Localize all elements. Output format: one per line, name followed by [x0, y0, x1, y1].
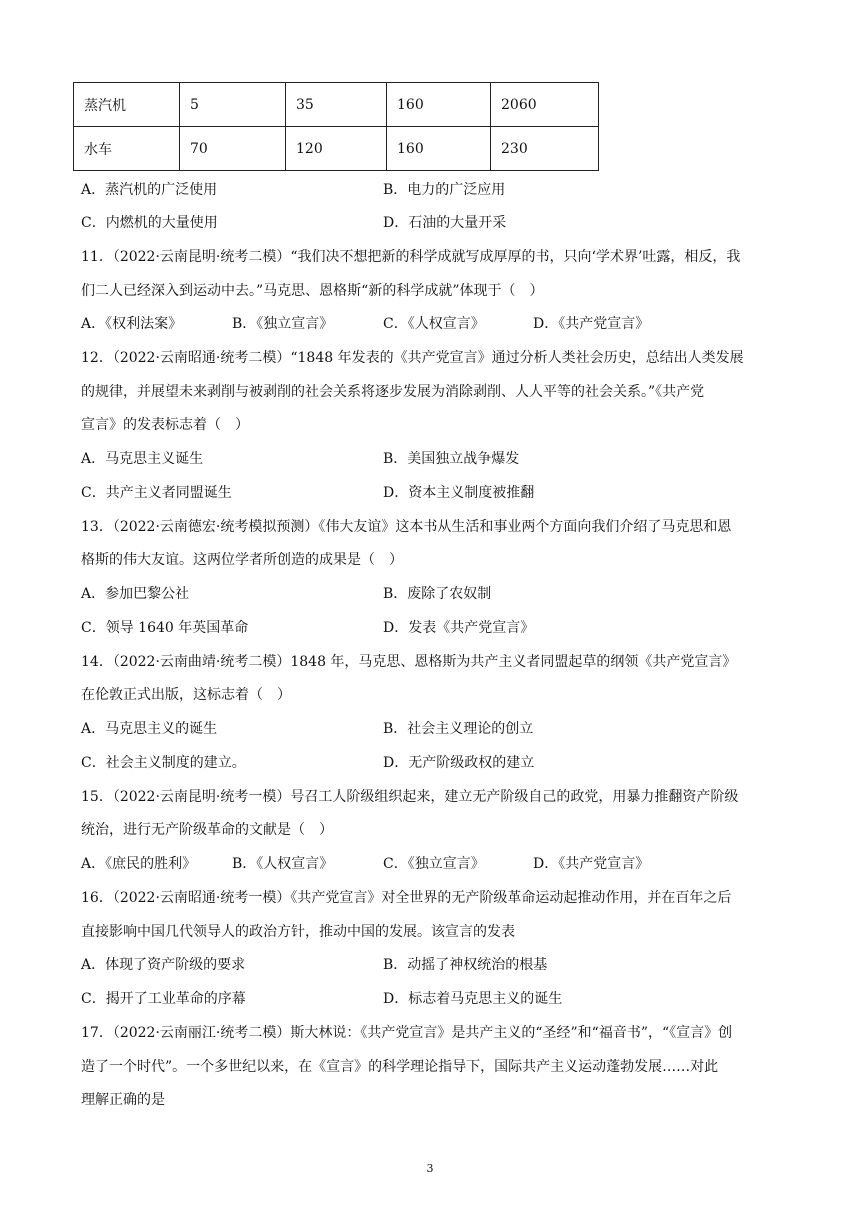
- table-row: [74, 127, 599, 171]
- table-cell: 35: [286, 83, 387, 127]
- question-16-line-2: 直接影响中国几代领导人的政治方针，推动中国的发展。该宣言的发表: [81, 924, 515, 940]
- question-11-line-2: 们二人已经深入到运动中去。”马克思、恩格斯“新的科学成就”体现于（ ）: [81, 283, 544, 299]
- option-b: B．美国独立战争爆发: [383, 451, 520, 467]
- option-b: B．《独立宣言》: [232, 316, 334, 332]
- question-11-line-1: 11．（2022·云南昆明·统考二模）“我们决不想把新的科学成就写成厚厚的书，只向‘学术界’吐露，相反，我: [81, 249, 741, 265]
- question-12-line-1: 12．（2022·云南昭通·统考二模）“1848 年发表的《共产党宣言》通过分析人类社会历史，总结出人类发展: [81, 350, 744, 366]
- question-15-line-2: 统治，进行无产阶级革命的文献是（ ）: [81, 822, 333, 838]
- question-17-line-3: 理解正确的是: [81, 1092, 165, 1108]
- option-c: C．领导 1640 年英国革命: [81, 620, 249, 636]
- question-13-line-1: 13．（2022·云南德宏·统考模拟预测）《伟大友谊》这本书从生活和事业两个方面向我们介绍了马克思和恩: [81, 519, 732, 535]
- table-cell: 230: [491, 127, 599, 171]
- table-cell: 水车: [74, 127, 180, 171]
- table-cell: 160: [387, 83, 491, 127]
- option-a: A．《庶民的胜利》: [81, 856, 197, 872]
- option-d: D．《共产党宣言》: [533, 316, 650, 332]
- option-c: C．内燃机的大量使用: [81, 215, 218, 231]
- data-table: [73, 82, 599, 171]
- table-cell: 120: [286, 127, 387, 171]
- option-d: D．标志着马克思主义的诞生: [383, 991, 563, 1007]
- option-a: A．体现了资产阶级的要求: [81, 957, 246, 973]
- table-cell: 蒸汽机: [74, 83, 180, 127]
- option-d: D．发表《共产党宣言》: [383, 620, 535, 636]
- option-a: A．蒸汽机的广泛使用: [81, 182, 218, 198]
- page-number: 3: [426, 1162, 434, 1175]
- option-c: C．《人权宣言》: [383, 316, 485, 332]
- option-b: B．社会主义理论的创立: [383, 721, 534, 737]
- option-d: D．无产阶级政权的建立: [383, 755, 535, 771]
- question-16-line-1: 16．（2022·云南昭通·统考一模）《共产党宣言》对全世界的无产阶级革命运动起推动作用，并在百年之后: [81, 890, 732, 906]
- option-a: A．马克思主义的诞生: [81, 721, 218, 737]
- option-c: C．社会主义制度的建立。: [81, 755, 246, 771]
- option-c: C．共产主义者同盟诞生: [81, 485, 232, 501]
- option-a: A．参加巴黎公社: [81, 586, 190, 602]
- option-b: B．《人权宣言》: [232, 856, 334, 872]
- table-cell: 5: [180, 83, 286, 127]
- question-17-line-2: 造了一个时代”。一个多世纪以来，在《宣言》的科学理论指导下，国际共产主义运动蓬勃发展……对此: [81, 1059, 719, 1075]
- question-12-line-3: 宣言》的发表标志着（ ）: [81, 417, 249, 433]
- question-15-line-1: 15．（2022·云南昆明·统考一模）号召工人阶级组织起来，建立无产阶级自己的政党，用暴力推翻资产阶级: [81, 789, 739, 805]
- table-cell: 2060: [491, 83, 599, 127]
- question-13-line-2: 格斯的伟大友谊。这两位学者所创造的成果是（ ）: [81, 552, 403, 568]
- option-d: D．《共产党宣言》: [533, 856, 650, 872]
- option-d: D．资本主义制度被推翻: [383, 485, 535, 501]
- option-b: B．动摇了神权统治的根基: [383, 957, 548, 973]
- option-a: A．《权利法案》: [81, 316, 183, 332]
- option-c: C．揭开了工业革命的序幕: [81, 991, 246, 1007]
- option-a: A．马克思主义诞生: [81, 451, 204, 467]
- question-14-line-2: 在伦敦正式出版，这标志着（ ）: [81, 687, 291, 703]
- option-d: D．石油的大量开采: [383, 215, 507, 231]
- question-14-line-1: 14．（2022·云南曲靖·统考二模）1848 年，马克思、恩格斯为共产主义者同盟起草的纲领《共产党宣言》: [81, 654, 737, 670]
- table-cell: 160: [387, 127, 491, 171]
- table-row: [74, 83, 599, 127]
- question-12-line-2: 的规律，并展望未来剥削与被剥削的社会关系将逐步发展为消除剥削、人人平等的社会关系。”《共产党: [81, 384, 705, 400]
- option-c: C．《独立宣言》: [383, 856, 485, 872]
- table-cell: 70: [180, 127, 286, 171]
- question-17-line-1: 17．（2022·云南丽江·统考二模）斯大林说：《共产党宣言》是共产主义的“圣经”和“福音书”，“《宣言》创: [81, 1025, 733, 1041]
- option-b: B．废除了农奴制: [383, 586, 492, 602]
- option-b: B．电力的广泛应用: [383, 182, 506, 198]
